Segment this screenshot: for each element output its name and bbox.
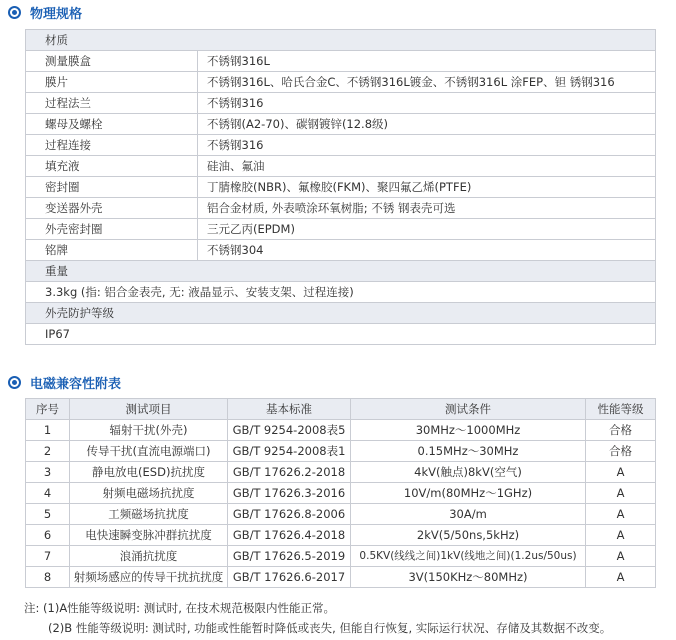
group-header-material: 材质 bbox=[26, 30, 656, 51]
cell-standard: GB/T 17626.5-2019 bbox=[228, 546, 351, 567]
cell-item: 静电放电(ESD)抗扰度 bbox=[70, 462, 228, 483]
spec-row bbox=[26, 219, 656, 240]
spec-row bbox=[26, 324, 656, 345]
table-row bbox=[26, 504, 656, 525]
cell-condition: 2kV(5/50ns,5kHz) bbox=[351, 525, 586, 546]
spec-label: 膜片 bbox=[26, 72, 198, 93]
note-line-1: 注: (1)A性能等级说明: 测试时, 在技术规范极限内性能正常。 bbox=[24, 601, 336, 615]
spec-row bbox=[26, 198, 656, 219]
group-header-weight: 重量 bbox=[26, 261, 656, 282]
cell-no: 8 bbox=[26, 567, 70, 588]
spec-label: 螺母及螺栓 bbox=[26, 114, 198, 135]
spec-label: 过程连接 bbox=[26, 135, 198, 156]
cell-level: A bbox=[586, 525, 656, 546]
cell-condition: 30A/m bbox=[351, 504, 586, 525]
physical-section-title bbox=[8, 3, 82, 22]
spec-label: 密封圈 bbox=[26, 177, 198, 198]
cell-standard: GB/T 17626.8-2006 bbox=[228, 504, 351, 525]
cell-level: A bbox=[586, 483, 656, 504]
cell-standard: GB/T 17626.2-2018 bbox=[228, 462, 351, 483]
spec-label: 铭牌 bbox=[26, 240, 198, 261]
col-header-condition: 测试条件 bbox=[351, 399, 586, 420]
protection-value: IP67 bbox=[26, 324, 656, 345]
cell-item: 浪涌抗扰度 bbox=[70, 546, 228, 567]
spec-row bbox=[26, 156, 656, 177]
cell-standard: GB/T 17626.6-2017 bbox=[228, 567, 351, 588]
spec-value: 三元乙丙(EPDM) bbox=[198, 219, 656, 240]
cell-condition: 3V(150KHz～80MHz) bbox=[351, 567, 586, 588]
cell-level: A bbox=[586, 567, 656, 588]
cell-condition: 0.5KV(线线之间)1kV(线地之间)(1.2us/50us) bbox=[351, 546, 586, 567]
spec-value: 不锈钢316 bbox=[198, 93, 656, 114]
cell-no: 3 bbox=[26, 462, 70, 483]
spec-row bbox=[26, 93, 656, 114]
group-header-row bbox=[26, 303, 656, 324]
emc-title-text: 电磁兼容性附表 bbox=[30, 377, 122, 392]
cell-level: A bbox=[586, 462, 656, 483]
spec-value: 不锈钢316L bbox=[198, 51, 656, 72]
cell-level: 合格 bbox=[586, 441, 656, 462]
spec-value: 不锈钢316L、哈氏合金C、不锈钢316L镀金、不锈钢316L 涂FEP、钽 锈钢316 bbox=[198, 72, 656, 93]
col-header-no: 序号 bbox=[26, 399, 70, 420]
table-row bbox=[26, 567, 656, 588]
circle-bullet-icon bbox=[8, 6, 21, 19]
table-row bbox=[26, 483, 656, 504]
cell-condition: 10V/m(80MHz～1GHz) bbox=[351, 483, 586, 504]
weight-value: 3.3kg (指: 铝合金表壳, 无: 液晶显示、安装支架、过程连接) bbox=[26, 282, 656, 303]
spec-value: 硅油、氟油 bbox=[198, 156, 656, 177]
emc-table bbox=[25, 398, 656, 588]
cell-no: 1 bbox=[26, 420, 70, 441]
physical-title-text: 物理规格 bbox=[30, 7, 83, 22]
cell-no: 6 bbox=[26, 525, 70, 546]
table-row bbox=[26, 462, 656, 483]
cell-condition: 0.15MHz～30MHz bbox=[351, 441, 586, 462]
physical-spec-table bbox=[25, 29, 656, 345]
spec-row bbox=[26, 240, 656, 261]
cell-no: 5 bbox=[26, 504, 70, 525]
spec-value: 不锈钢316 bbox=[198, 135, 656, 156]
cell-item: 工频磁场抗扰度 bbox=[70, 504, 228, 525]
cell-item: 射频电磁场抗扰度 bbox=[70, 483, 228, 504]
cell-no: 7 bbox=[26, 546, 70, 567]
col-header-test-item: 测试项目 bbox=[70, 399, 228, 420]
emc-section-title bbox=[8, 373, 121, 392]
cell-level: 合格 bbox=[586, 420, 656, 441]
table-row bbox=[26, 546, 656, 567]
spec-value: 丁腈橡胶(NBR)、氟橡胶(FKM)、聚四氟乙烯(PTFE) bbox=[198, 177, 656, 198]
group-header-row bbox=[26, 261, 656, 282]
table-row bbox=[26, 525, 656, 546]
col-header-standard: 基本标准 bbox=[228, 399, 351, 420]
spec-row bbox=[26, 114, 656, 135]
cell-no: 2 bbox=[26, 441, 70, 462]
cell-item: 辐射干扰(外壳) bbox=[70, 420, 228, 441]
emc-header-row bbox=[26, 399, 656, 420]
spec-row bbox=[26, 135, 656, 156]
spec-row bbox=[26, 72, 656, 93]
cell-no: 4 bbox=[26, 483, 70, 504]
group-header-row bbox=[26, 30, 656, 51]
cell-standard: GB/T 17626.4-2018 bbox=[228, 525, 351, 546]
cell-item: 射频场感应的传导干扰抗扰度 bbox=[70, 567, 228, 588]
group-header-protection: 外壳防护等级 bbox=[26, 303, 656, 324]
cell-standard: GB/T 17626.3-2016 bbox=[228, 483, 351, 504]
cell-level: A bbox=[586, 546, 656, 567]
cell-item: 电快速瞬变脉冲群抗扰度 bbox=[70, 525, 228, 546]
table-row bbox=[26, 441, 656, 462]
table-row bbox=[26, 420, 656, 441]
spec-label: 外壳密封圈 bbox=[26, 219, 198, 240]
spec-row bbox=[26, 177, 656, 198]
cell-standard: GB/T 9254-2008表1 bbox=[228, 441, 351, 462]
cell-condition: 30MHz～1000MHz bbox=[351, 420, 586, 441]
spec-value: 铝合金材质, 外表喷涂环氧树脂; 不锈 钢表壳可选 bbox=[198, 198, 656, 219]
spec-row bbox=[26, 282, 656, 303]
spec-label: 过程法兰 bbox=[26, 93, 198, 114]
spec-label: 测量膜盒 bbox=[26, 51, 198, 72]
spec-row bbox=[26, 51, 656, 72]
note-line-2: (2)B 性能等级说明: 测试时, 功能或性能暂时降低或丧失, 但能自行恢复, 实际运行状况、存储及其数据不改变。 bbox=[48, 621, 612, 635]
cell-item: 传导干扰(直流电源端口) bbox=[70, 441, 228, 462]
spec-value: 不锈钢(A2-70)、碳钢镀锌(12.8级) bbox=[198, 114, 656, 135]
circle-bullet-icon bbox=[8, 376, 21, 389]
col-header-level: 性能等级 bbox=[586, 399, 656, 420]
spec-label: 填充液 bbox=[26, 156, 198, 177]
spec-label: 变送器外壳 bbox=[26, 198, 198, 219]
cell-level: A bbox=[586, 504, 656, 525]
cell-condition: 4kV(触点)8kV(空气) bbox=[351, 462, 586, 483]
cell-standard: GB/T 9254-2008表5 bbox=[228, 420, 351, 441]
spec-value: 不锈钢304 bbox=[198, 240, 656, 261]
